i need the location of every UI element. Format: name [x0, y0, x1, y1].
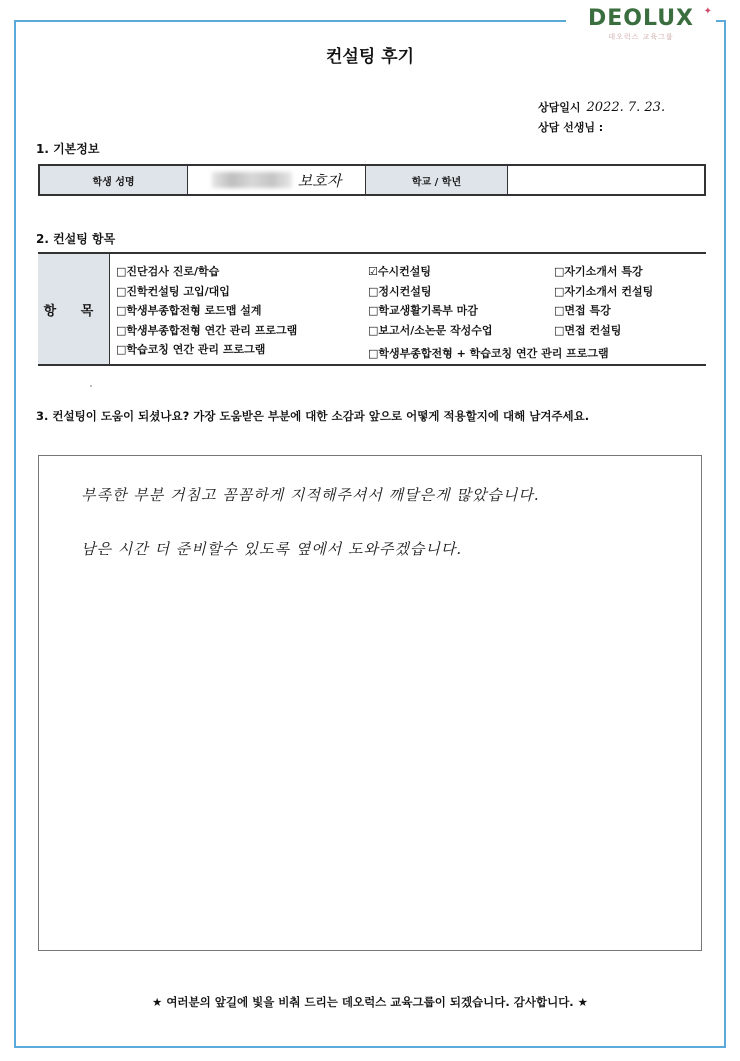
basic-info-table — [38, 164, 706, 196]
sparkle-icon: ✦ — [703, 6, 712, 17]
redacted-name — [212, 172, 292, 188]
date-value: 2022. 7. 23. — [586, 100, 666, 115]
checkbox-item[interactable]: □진단검사 진로/학습 — [116, 265, 220, 278]
answer-line-1: 부족한 부분 거침고 꼼꼼하게 지적해주셔서 깨달은게 많았습니다. — [81, 486, 540, 504]
section-basic-info-heading: 1. 기본정보 — [36, 142, 100, 156]
checkbox-item[interactable]: □학생부종합전형 연간 관리 프로그램 — [116, 323, 298, 337]
brand-logo — [566, 6, 716, 46]
scan-speck — [90, 385, 92, 387]
feedback-question: 3. 컨설팅이 도움이 되셨나요? 가장 도움받은 부분에 대한 소감과 앞으로 어떻게 적용할지에 대해 남겨주세요. — [36, 409, 590, 423]
section-items-heading: 2. 컨설팅 항목 — [36, 232, 116, 246]
school-value — [508, 166, 704, 194]
checkbox-item[interactable]: □학생부종합전형 + 학습코칭 연간 관리 프로그램 — [368, 347, 609, 360]
logo-text: DEOLUX — [587, 6, 695, 31]
checkbox-item-checked[interactable]: ☑수시컨설팅 — [368, 265, 431, 278]
checkbox-item[interactable]: □면접 컨설팅 — [554, 323, 622, 337]
checkbox-item[interactable]: □학교생활기록부 마감 — [368, 304, 478, 317]
footer-message: ★ 여러분의 앞길에 빛을 비춰 드리는 데오럭스 교육그룹이 되겠습니다. 감사합니다. ★ — [152, 995, 588, 1009]
checkbox-item[interactable]: □진학컨설팅 고입/대입 — [116, 284, 230, 298]
consulting-items-table — [38, 252, 706, 366]
page-title: 컨설팅 후기 — [325, 47, 415, 67]
consult-meta — [538, 98, 665, 138]
feedback-answer-box[interactable] — [38, 455, 702, 951]
teacher-label: 상담 선생님 : — [538, 121, 604, 134]
checkbox-item[interactable]: □면접 특강 — [554, 304, 611, 317]
items-label: 항 목 — [38, 254, 110, 364]
student-name-label: 학생 성명 — [40, 166, 188, 194]
items-column-3 — [554, 262, 653, 340]
checkbox-item[interactable]: □자기소개서 컨설팅 — [554, 284, 654, 298]
items-column-2 — [368, 262, 493, 340]
items-body — [110, 254, 706, 364]
checkbox-item[interactable]: □학습코칭 연간 관리 프로그램 — [116, 343, 266, 356]
school-label: 학교 / 학년 — [366, 166, 508, 194]
checkbox-item[interactable]: □자기소개서 특강 — [554, 265, 643, 278]
items-column-1 — [116, 262, 297, 360]
student-name-hand: 보호자 — [297, 171, 342, 190]
checkbox-item[interactable]: □보고서/소논문 작성수업 — [368, 323, 493, 337]
date-label: 상담일시 — [538, 101, 581, 114]
checkbox-item[interactable]: □정시컨설팅 — [368, 284, 432, 298]
student-name-cell — [188, 166, 366, 194]
checkbox-item[interactable]: □학생부종합전형 로드맵 설계 — [116, 304, 262, 317]
logo-subtitle: 데오럭스 교육그룹 — [608, 33, 674, 41]
answer-line-2: 남은 시간 더 준비할수 있도록 옆에서 도와주겠습니다. — [81, 540, 463, 558]
